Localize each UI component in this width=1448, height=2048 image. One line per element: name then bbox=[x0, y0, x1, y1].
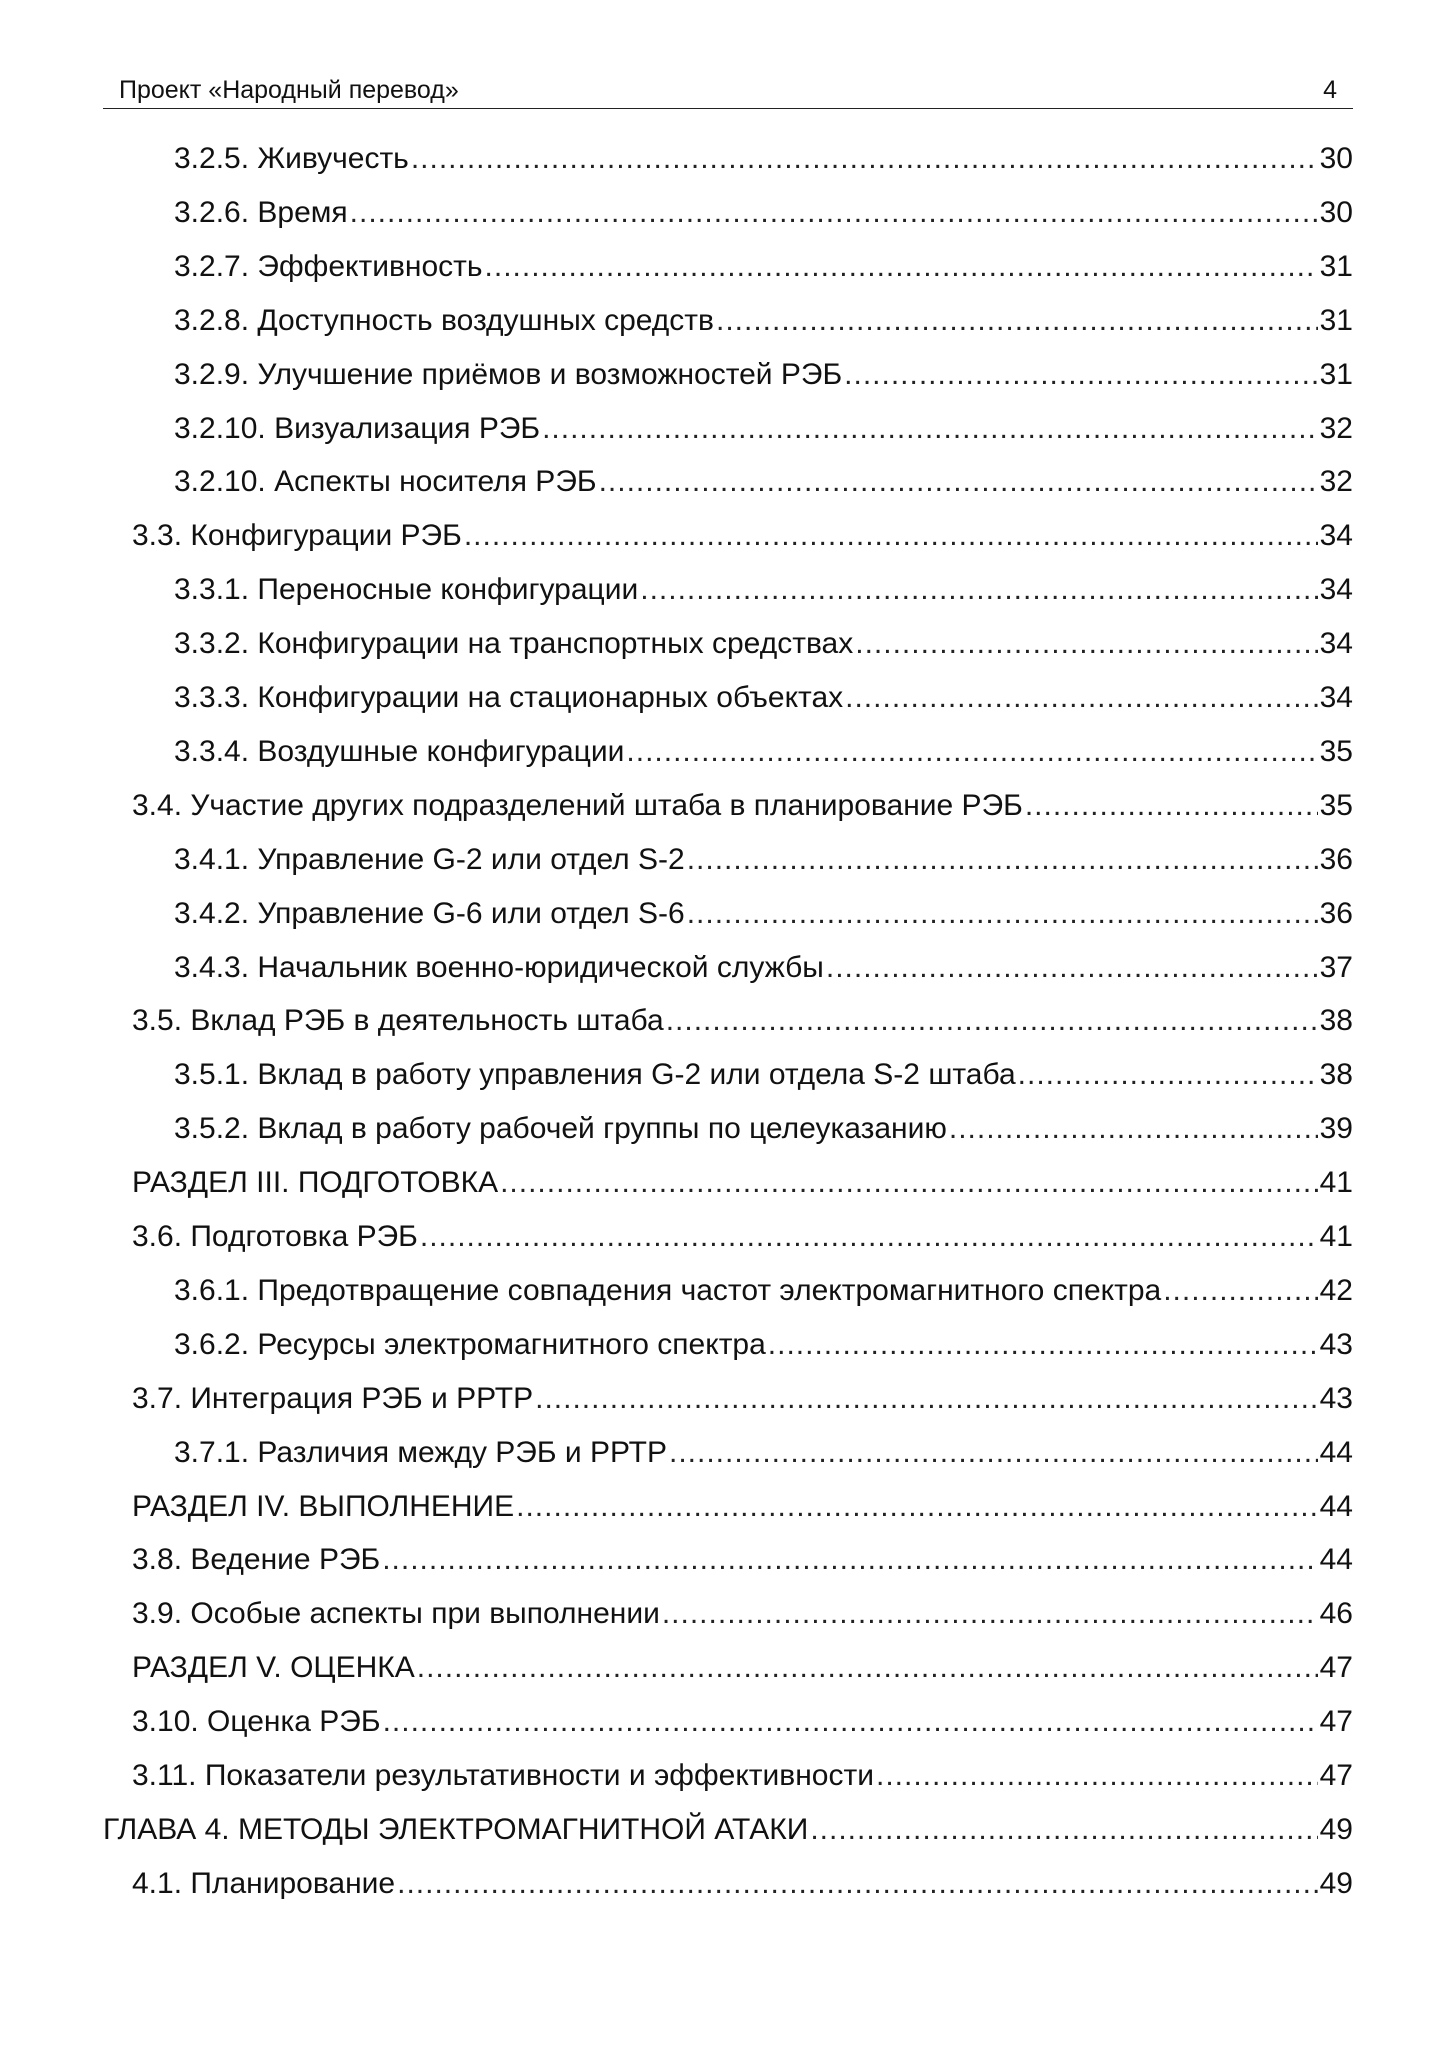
toc-entry[interactable] bbox=[174, 1436, 1353, 1476]
toc-dot-leader bbox=[350, 196, 1318, 230]
toc-entry-page: 39 bbox=[1319, 1112, 1353, 1145]
toc-entry-label: 3.11. Показатели результативности и эффективности bbox=[132, 1759, 874, 1792]
toc-entry-label: 3.6.1. Предотвращение совпадения частот электромагнитного спектра bbox=[174, 1274, 1162, 1307]
header-page-number: 4 bbox=[1323, 76, 1337, 104]
toc-entry-page: 36 bbox=[1319, 897, 1353, 930]
toc-entry-label: 3.3.4. Воздушные конфигурации bbox=[174, 735, 625, 768]
toc-entry-label: 3.5. Вклад РЭБ в деятельность штаба bbox=[132, 1004, 664, 1037]
toc-dot-leader bbox=[626, 735, 1317, 769]
toc-entry[interactable] bbox=[132, 1651, 1353, 1691]
toc-dot-leader bbox=[844, 358, 1317, 392]
toc-entry[interactable] bbox=[174, 1328, 1353, 1368]
toc-entry-label: 3.2.5. Живучесть bbox=[174, 142, 409, 175]
toc-entry-label: РАЗДЕЛ V. ОЦЕНКА bbox=[132, 1651, 415, 1684]
toc-entry-page: 43 bbox=[1319, 1382, 1353, 1415]
toc-entry-label: 3.2.7. Эффективность bbox=[174, 250, 483, 283]
toc-entry-label: 3.2.10. Аспекты носителя РЭБ bbox=[174, 465, 597, 498]
toc-dot-leader bbox=[383, 1705, 1318, 1739]
toc-entry-label: 3.3.1. Переносные конфигурации bbox=[174, 573, 639, 606]
toc-entry[interactable] bbox=[132, 1543, 1353, 1583]
toc-entry-label: 3.2.6. Время bbox=[174, 196, 348, 229]
toc-entry-label: 3.6.2. Ресурсы электромагнитного спектра bbox=[174, 1328, 766, 1361]
toc-entry[interactable] bbox=[132, 1220, 1353, 1260]
toc-dot-leader bbox=[640, 573, 1317, 607]
toc-entry[interactable] bbox=[174, 358, 1353, 398]
toc-entry-page: 47 bbox=[1319, 1759, 1353, 1792]
toc-entry[interactable] bbox=[174, 735, 1353, 775]
toc-entry-page: 32 bbox=[1319, 465, 1353, 498]
page-header bbox=[103, 72, 1353, 109]
toc-dot-leader bbox=[485, 250, 1318, 284]
toc-entry-page: 34 bbox=[1319, 681, 1353, 714]
toc-dot-leader bbox=[542, 412, 1318, 446]
toc-entry-label: 3.8. Ведение РЭБ bbox=[132, 1543, 381, 1576]
toc-dot-leader bbox=[669, 1436, 1318, 1470]
toc-entry-label: 3.10. Оценка РЭБ bbox=[132, 1705, 381, 1738]
toc-entry-page: 49 bbox=[1319, 1813, 1353, 1846]
toc-dot-leader bbox=[411, 142, 1318, 176]
toc-entry-page: 34 bbox=[1319, 573, 1353, 606]
toc-dot-leader bbox=[826, 951, 1318, 985]
toc-entry-label: ГЛАВА 4. МЕТОДЫ ЭЛЕКТРОМАГНИТНОЙ АТАКИ bbox=[103, 1813, 809, 1846]
toc-entry[interactable] bbox=[132, 1867, 1353, 1907]
toc-dot-leader bbox=[662, 1597, 1318, 1631]
toc-entry-page: 46 bbox=[1319, 1597, 1353, 1630]
toc-dot-leader bbox=[768, 1328, 1318, 1362]
toc-entry-label: РАЗДЕЛ III. ПОДГОТОВКА bbox=[132, 1166, 499, 1199]
toc-dot-leader bbox=[687, 843, 1318, 877]
toc-entry[interactable] bbox=[174, 573, 1353, 613]
toc-dot-leader bbox=[500, 1166, 1318, 1200]
toc-entry[interactable] bbox=[174, 627, 1353, 667]
toc-entry-label: 3.5.1. Вклад в работу управления G-2 или отдела S-2 штаба bbox=[174, 1058, 1016, 1091]
toc-entry-label: РАЗДЕЛ IV. ВЫПОЛНЕНИЕ bbox=[132, 1490, 515, 1523]
toc-entry-label: 3.4.3. Начальник военно-юридической службы bbox=[174, 951, 824, 984]
toc-entry[interactable] bbox=[132, 1490, 1353, 1530]
toc-dot-leader bbox=[420, 1220, 1318, 1254]
toc-entry-page: 38 bbox=[1319, 1058, 1353, 1091]
toc-entry-label: 3.3. Конфигурации РЭБ bbox=[132, 519, 462, 552]
toc-entry-label: 3.7.1. Различия между РЭБ и РРТР bbox=[174, 1436, 667, 1469]
toc-entry-page: 37 bbox=[1319, 951, 1353, 984]
toc-entry-page: 44 bbox=[1319, 1490, 1353, 1523]
toc-entry[interactable] bbox=[132, 1705, 1353, 1745]
toc-dot-leader bbox=[1163, 1274, 1317, 1308]
toc-entry-label: 3.9. Особые аспекты при выполнении bbox=[132, 1597, 660, 1630]
toc-entry-page: 47 bbox=[1319, 1651, 1353, 1684]
toc-entry-label: 3.3.2. Конфигурации на транспортных средствах bbox=[174, 627, 854, 660]
toc-entry-page: 42 bbox=[1319, 1274, 1353, 1307]
toc-entry-page: 43 bbox=[1319, 1328, 1353, 1361]
toc-entry-page: 34 bbox=[1319, 627, 1353, 660]
toc-entry[interactable] bbox=[174, 196, 1353, 236]
toc-dot-leader bbox=[464, 519, 1318, 553]
toc-entry[interactable] bbox=[174, 951, 1353, 991]
toc-entry-label: 3.4. Участие других подразделений штаба в планирование РЭБ bbox=[132, 789, 1023, 822]
toc-entry[interactable] bbox=[174, 250, 1353, 290]
toc-entry-page: 31 bbox=[1319, 304, 1353, 337]
toc-entry[interactable] bbox=[174, 412, 1353, 452]
toc-dot-leader bbox=[666, 1004, 1318, 1038]
toc-entry-page: 35 bbox=[1319, 789, 1353, 822]
toc-entry[interactable] bbox=[132, 1004, 1353, 1044]
toc-dot-leader bbox=[599, 465, 1318, 499]
toc-entry[interactable] bbox=[103, 1813, 1353, 1853]
toc-entry-label: 3.4.2. Управление G-6 или отдел S-6 bbox=[174, 897, 685, 930]
toc-entry[interactable] bbox=[132, 1759, 1353, 1799]
toc-entry-label: 4.1. Планирование bbox=[132, 1867, 396, 1900]
toc-entry-label: 3.4.1. Управление G-2 или отдел S-2 bbox=[174, 843, 685, 876]
toc-entry-page: 31 bbox=[1319, 250, 1353, 283]
toc-dot-leader bbox=[949, 1112, 1318, 1146]
toc-entry-page: 44 bbox=[1319, 1436, 1353, 1469]
toc-entry-label: 3.3.3. Конфигурации на стационарных объектах bbox=[174, 681, 844, 714]
toc-entry[interactable] bbox=[174, 1058, 1353, 1098]
header-title: Проект «Народный перевод» bbox=[119, 76, 459, 104]
toc-entry[interactable] bbox=[174, 897, 1353, 937]
toc-entry-page: 34 bbox=[1319, 519, 1353, 552]
toc-entry-label: 3.7. Интеграция РЭБ и РРТР bbox=[132, 1382, 534, 1415]
toc-entry[interactable] bbox=[174, 465, 1353, 505]
toc-entry-page: 32 bbox=[1319, 412, 1353, 445]
toc-entry-page: 47 bbox=[1319, 1705, 1353, 1738]
toc-entry[interactable] bbox=[132, 789, 1353, 829]
toc-entry-label: 3.2.8. Доступность воздушных средств bbox=[174, 304, 714, 337]
toc-entry-page: 49 bbox=[1319, 1867, 1353, 1900]
toc-entry-label: 3.6. Подготовка РЭБ bbox=[132, 1220, 418, 1253]
toc-entry-label: 3.2.9. Улучшение приёмов и возможностей РЭБ bbox=[174, 358, 843, 391]
toc-entry[interactable] bbox=[132, 519, 1353, 559]
toc-entry-page: 35 bbox=[1319, 735, 1353, 768]
toc-dot-leader bbox=[845, 681, 1317, 715]
toc-entry-page: 36 bbox=[1319, 843, 1353, 876]
toc-dot-leader bbox=[855, 627, 1317, 661]
toc-entry-label: 3.2.10. Визуализация РЭБ bbox=[174, 412, 541, 445]
toc-entry-page: 41 bbox=[1319, 1166, 1353, 1199]
toc-entry-label: 3.5.2. Вклад в работу рабочей группы по целеуказанию bbox=[174, 1112, 947, 1145]
toc-entry[interactable] bbox=[174, 1112, 1353, 1152]
toc-entry[interactable] bbox=[174, 681, 1353, 721]
toc-entry-page: 31 bbox=[1319, 358, 1353, 391]
toc-entry-page: 38 bbox=[1319, 1004, 1353, 1037]
toc-dot-leader bbox=[1018, 1058, 1318, 1092]
toc-entry-page: 41 bbox=[1319, 1220, 1353, 1253]
toc-entry[interactable] bbox=[174, 142, 1353, 182]
toc-entry[interactable] bbox=[132, 1166, 1353, 1206]
toc-dot-leader bbox=[687, 897, 1318, 931]
toc-dot-leader bbox=[876, 1759, 1318, 1793]
toc-dot-leader bbox=[1025, 789, 1318, 823]
toc-entry-page: 30 bbox=[1319, 142, 1353, 175]
toc-dot-leader bbox=[810, 1813, 1317, 1847]
toc-dot-leader bbox=[397, 1867, 1318, 1901]
toc-entry[interactable] bbox=[132, 1382, 1353, 1422]
toc-entry[interactable] bbox=[174, 843, 1353, 883]
toc-dot-leader bbox=[535, 1382, 1318, 1416]
toc-entry[interactable] bbox=[174, 1274, 1353, 1314]
toc-dot-leader bbox=[716, 304, 1318, 338]
toc-entry-page: 30 bbox=[1319, 196, 1353, 229]
toc-dot-leader bbox=[417, 1651, 1318, 1685]
toc-entry[interactable] bbox=[174, 304, 1353, 344]
toc-entry-page: 44 bbox=[1319, 1543, 1353, 1576]
toc-dot-leader bbox=[382, 1543, 1317, 1577]
toc-entry[interactable] bbox=[132, 1597, 1353, 1637]
toc-dot-leader bbox=[516, 1490, 1317, 1524]
